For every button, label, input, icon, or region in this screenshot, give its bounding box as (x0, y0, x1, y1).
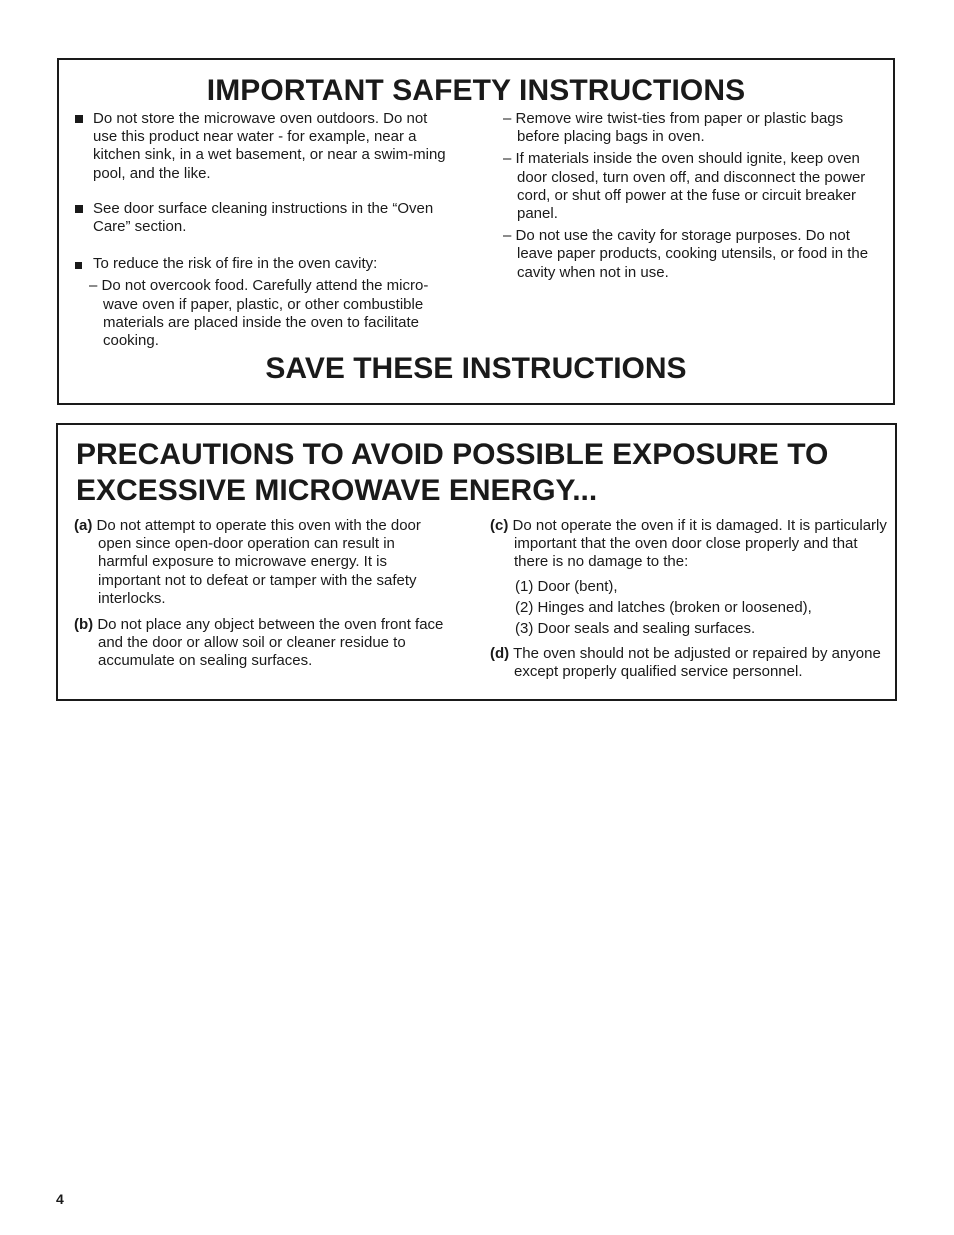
safety-right-column (503, 110, 883, 286)
precautions-right-column (490, 517, 890, 688)
item-label: (a) (74, 517, 93, 534)
item-text: Do not place any object between the oven front face and the door or allow soil or cleaner residue to accumulate on sealing surfaces. (97, 616, 444, 670)
item-text: Do not attempt to operate this oven with the door open since open-door operation can result in harmful exposure to microwave energy. It is important not to defeat or tamper with the safety interlocks. (96, 517, 421, 607)
dash-item: – If materials inside the oven should ignite, keep oven door closed, turn oven off, and disconnect the power cord, or shut off power at the fuse or circuit breaker panel. (503, 150, 866, 223)
bullet-text: Do not store the microwave oven outdoors. Do not use this product near water - for example, near a kitchen sink, in a wet basement, or near a swim-ming pool, and the like. (93, 110, 446, 182)
item-label: (c) (490, 517, 509, 534)
square-bullet-icon (75, 205, 83, 213)
save-instructions-title: SAVE THESE INSTRUCTIONS (265, 352, 687, 385)
sub-item: (1) Door (bent), (515, 577, 618, 595)
item-text: The oven should not be adjusted or repaired by anyone except properly qualified service personnel. (513, 645, 881, 681)
dash-item: – Remove wire twist-ties from paper or plastic bags before placing bags in oven. (503, 110, 844, 146)
precautions-title-line2: EXCESSIVE MICROWAVE ENERGY... (76, 474, 598, 507)
bullet-text: To reduce the risk of fire in the oven cavity: (93, 255, 378, 273)
square-bullet-icon (75, 115, 83, 123)
precautions-left-column (74, 517, 446, 677)
precautions-title (76, 437, 876, 509)
list-item (74, 517, 446, 608)
list-item (75, 200, 455, 236)
precautions-title-line1: PRECAUTIONS TO AVOID POSSIBLE EXPOSURE TO (76, 438, 829, 471)
damage-sublist (515, 578, 890, 639)
square-bullet-icon (75, 262, 82, 269)
dash-item: – Do not overcook food. Carefully attend the micro-wave oven if paper, plastic, or other combustible materials are placed inside the oven to facilitate cooking. (89, 277, 429, 350)
list-item (490, 517, 890, 572)
safety-left-column (75, 110, 455, 354)
safety-instructions-box (57, 58, 895, 405)
dash-item: – Do not use the cavity for storage purposes. Do not leave paper products, cooking utensils, or food in the cavity when not in use. (503, 227, 869, 281)
page-number: 4 (56, 1191, 64, 1207)
list-item (75, 255, 455, 273)
list-item (75, 110, 455, 183)
item-text: Do not operate the oven if it is damaged. It is particularly important that the oven door close properly and that there is no damage to the: (512, 517, 887, 571)
safety-title: IMPORTANT SAFETY INSTRUCTIONS (206, 74, 746, 107)
item-label: (d) (490, 645, 510, 663)
item-label: (b) (74, 616, 94, 634)
list-item (74, 616, 446, 671)
bullet-text: See door surface cleaning instructions in the “Oven Care” section. (93, 199, 434, 236)
list-item (490, 645, 890, 681)
sub-item: (2) Hinges and latches (broken or loosened), (515, 598, 812, 616)
sub-item: (3) Door seals and sealing surfaces. (515, 620, 756, 638)
precautions-box (56, 423, 897, 701)
